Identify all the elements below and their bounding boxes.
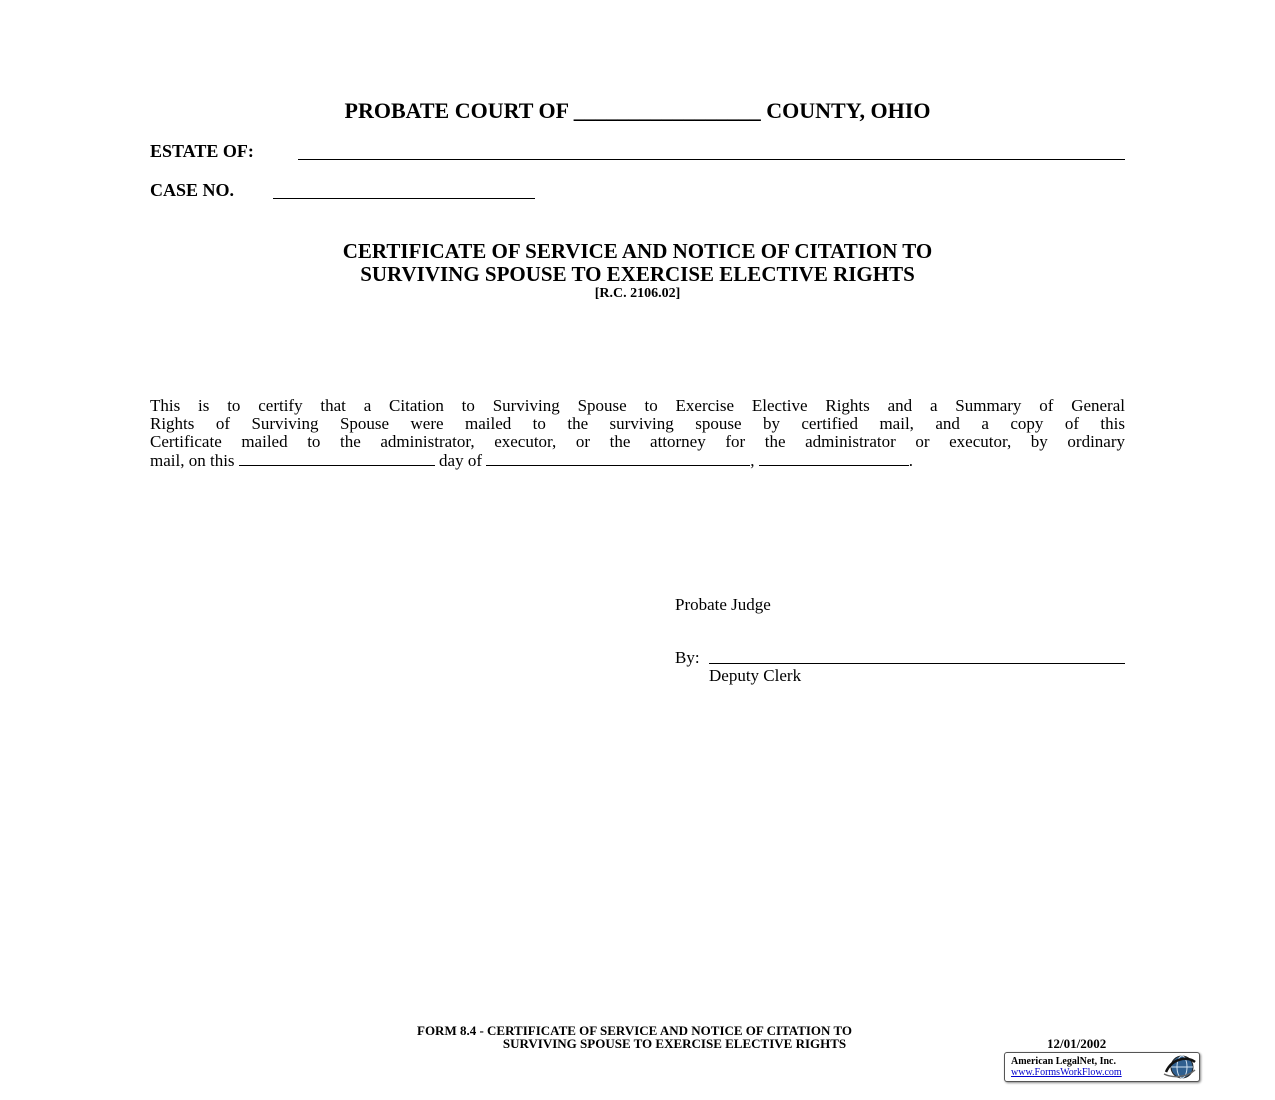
case-number-field-line[interactable] [273,198,535,199]
day-field-line[interactable] [239,451,435,466]
estate-label: ESTATE OF: [150,141,254,161]
statute-reference: [R.C. 2106.02] [594,286,681,301]
certification-paragraph [150,397,1125,470]
mail-on-this-text: mail, on this [150,451,235,470]
document-title-line-1: CERTIFICATE OF SERVICE AND NOTICE OF CITATION TO [342,239,933,263]
by-label: By: [675,648,700,667]
period-text: . [908,451,913,470]
court-heading: PROBATE COURT OF _________________ COUNTY, OHIO [344,98,931,123]
globe-icon [1162,1054,1196,1080]
month-field-line[interactable] [486,451,750,466]
form-date: 12/01/2002 [1047,1036,1107,1051]
day-of-text: day of [439,451,482,470]
paragraph-line-2: Rights of Surviving Spouse were mailed to the surviving spouse by certified mail, and a copy of this [150,414,1125,433]
footer-form-line-1: FORM 8.4 - CERTIFICATE OF SERVICE AND NOTICE OF CITATION TO [417,1023,852,1038]
paragraph-line-3: Certificate mailed to the administrator, executor, or the attorney for the administrator or executor, by ordinary [150,432,1125,451]
logo-company-name: American LegalNet, Inc. [1011,1056,1116,1067]
probate-judge-label: Probate Judge [675,595,771,614]
paragraph-line-4 [150,451,1125,470]
comma-text: , [750,451,755,470]
year-field-line[interactable] [759,451,909,466]
paragraph-line-1: This is to certify that a Citation to Surviving Spouse to Exercise Elective Rights and a Summary of General [150,396,1125,415]
american-legalnet-logo[interactable] [1004,1052,1200,1082]
case-number-label: CASE NO. [150,180,235,200]
logo-url-link[interactable]: www.FormsWorkFlow.com [1011,1067,1122,1078]
deputy-signature-line[interactable] [709,663,1125,664]
deputy-clerk-label: Deputy Clerk [709,666,802,685]
estate-field-line[interactable] [298,159,1125,160]
footer-form-line-2: SURVIVING SPOUSE TO EXERCISE ELECTIVE RIGHTS [502,1036,847,1051]
document-title-line-2: SURVIVING SPOUSE TO EXERCISE ELECTIVE RIGHTS [360,262,915,286]
